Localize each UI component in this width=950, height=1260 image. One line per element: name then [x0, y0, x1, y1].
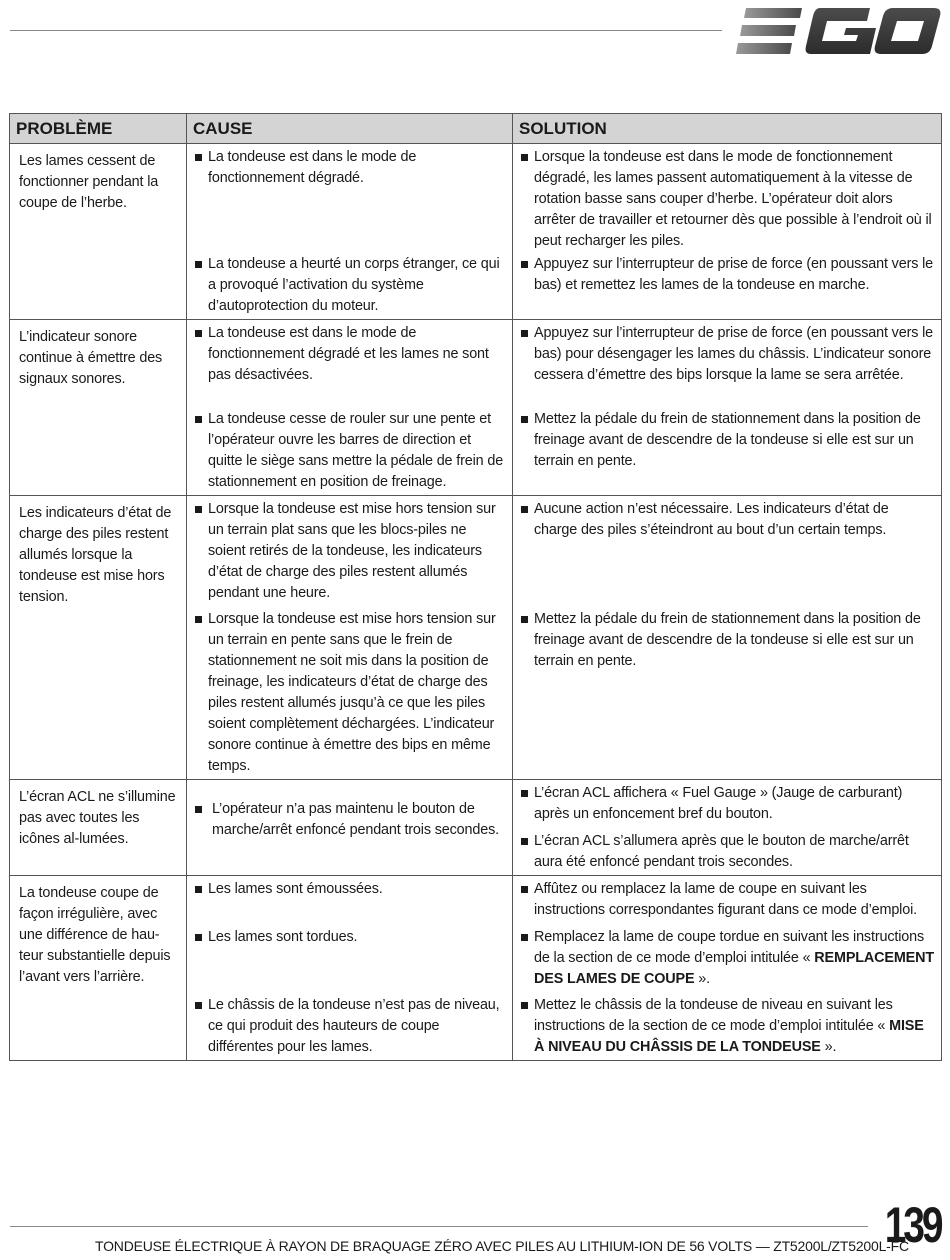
square-bullet-icon [195, 934, 202, 941]
header-problem: PROBLÈME [10, 114, 187, 144]
cause-item: Les lames sont tordues. [194, 927, 506, 948]
square-bullet-icon [521, 886, 528, 893]
page-number: 139 [884, 1197, 940, 1253]
square-bullet-icon [521, 934, 528, 941]
cause-cell [187, 876, 513, 1061]
solution-item: Mettez la pédale du frein de stationnement dans la position de freinage avant de descendre de la tondeuse si elle est sur un terrain en pente. [520, 609, 935, 672]
solution-item: Appuyez sur l’interrupteur de prise de force (en poussant vers le bas) pour désengager les lames du châssis. L’indicateur sonore cessera d’émettre des bips lorsque la lame se sera arrêtée. [520, 323, 935, 386]
problem-cell: Les indicateurs d’état de charge des piles restent allumés lorsque la tondeuse est mise hors tension. [10, 496, 187, 780]
solution-cell [513, 876, 942, 1061]
solution-item: Mettez la pédale du frein de stationnement dans la position de freinage avant de descendre de la tondeuse si elle est sur un terrain en pente. [520, 409, 935, 472]
square-bullet-icon [521, 790, 528, 797]
solution-item: L’écran ACL s’allumera après que le bouton de marche/arrêt aura été enfoncé pendant trois secondes. [520, 831, 935, 873]
header-rule [10, 30, 722, 31]
cause-item: La tondeuse est dans le mode de fonctionnement dégradé. [194, 147, 506, 189]
problem-cell: La tondeuse coupe de façon irrégulière, avec une différence de hau-teur substantielle depuis l’avant vers l’arrière. [10, 876, 187, 1061]
cause-item: La tondeuse cesse de rouler sur une pente et l’opérateur ouvre les barres de direction et quitte le siège sans mettre la pédale de frein de stationnement en position de freinage. [194, 409, 506, 493]
square-bullet-icon [521, 616, 528, 623]
footer-rule [10, 1226, 868, 1227]
table-row [10, 144, 942, 320]
cause-cell [187, 496, 513, 780]
solution-cell [513, 144, 942, 320]
square-bullet-icon [195, 154, 202, 161]
square-bullet-icon [521, 261, 528, 268]
square-bullet-icon [195, 330, 202, 337]
table-row [10, 876, 942, 1061]
header-cause: CAUSE [187, 114, 513, 144]
square-bullet-icon [521, 506, 528, 513]
cause-cell [187, 320, 513, 496]
solution-item: Aucune action n’est nécessaire. Les indicateurs d’état de charge des piles s’éteindront au bout d’un certain temps. [520, 499, 935, 541]
solution-item: L’écran ACL affichera « Fuel Gauge » (Jauge de carburant) après un enfoncement bref du bouton. [520, 783, 935, 825]
cause-item: Lorsque la tondeuse est mise hors tension sur un terrain en pente sans que le frein de stationnement ne soit mis dans la position de freinage, les indicateurs d’état de charge des piles restent allumés jusqu’à ce que les piles soient complètement déchargées. L’indicateur sonore continue à émettre des bips en même temps. [194, 609, 506, 777]
solution-cell [513, 496, 942, 780]
problem-cell: L’écran ACL ne s’illumine pas avec toutes les icônes al-lumées. [10, 780, 187, 876]
table-row [10, 496, 942, 780]
square-bullet-icon [195, 806, 202, 813]
table-row [10, 780, 942, 876]
troubleshooting-table [9, 113, 942, 1061]
table-row [10, 320, 942, 496]
cause-item: La tondeuse est dans le mode de fonctionnement dégradé et les lames ne sont pas désactivées. [194, 323, 506, 386]
solution-item: Mettez le châssis de la tondeuse de niveau en suivant les instructions de la section de ce mode d’emploi intitulée « MISE À NIVEAU DU CHÂSSIS DE LA TONDEUSE ». [520, 995, 935, 1058]
cause-cell [187, 780, 513, 876]
section-reference: MISE À NIVEAU DU CHÂSSIS DE LA TONDEUSE [534, 1018, 924, 1055]
cause-cell [187, 144, 513, 320]
section-reference: REMPLACEMENT DES LAMES DE COUPE [534, 950, 935, 987]
solution-item: Lorsque la tondeuse est dans le mode de fonctionnement dégradé, les lames passent automatiquement à la vitesse de rotation basse sans couper d’herbe. L’opérateur doit alors arrêter de travailler et retourner dès que possible à l’endroit où il peut recharger les piles. [520, 147, 935, 252]
square-bullet-icon [521, 838, 528, 845]
cause-item: Lorsque la tondeuse est mise hors tension sur un terrain plat sans que les blocs-piles ne soient retirés de la tondeuse, les indicateurs d’état de charge des piles restent allumés pendant une heure. [194, 499, 506, 604]
cause-item: La tondeuse a heurté un corps étranger, ce qui a provoqué l’activation du système d’autoprotection du moteur. [194, 254, 506, 317]
square-bullet-icon [521, 330, 528, 337]
solution-cell [513, 780, 942, 876]
square-bullet-icon [521, 1002, 528, 1009]
cause-item: L’opérateur n’a pas maintenu le bouton de marche/arrêt enfoncé pendant trois secondes. [194, 799, 506, 841]
square-bullet-icon [195, 886, 202, 893]
solution-item: Affûtez ou remplacez la lame de coupe en suivant les instructions correspondantes figurant dans ce mode d’emploi. [520, 879, 935, 921]
square-bullet-icon [521, 154, 528, 161]
cause-item: Le châssis de la tondeuse n’est pas de niveau, ce qui produit des hauteurs de coupe différentes pour les lames. [194, 995, 506, 1058]
solution-item: Appuyez sur l’interrupteur de prise de force (en poussant vers le bas) et remettez les lames de la tondeuse en marche. [520, 254, 935, 296]
ego-logo [736, 8, 942, 54]
square-bullet-icon [195, 1002, 202, 1009]
problem-cell: Les lames cessent de fonctionner pendant la coupe de l’herbe. [10, 144, 187, 320]
square-bullet-icon [195, 416, 202, 423]
square-bullet-icon [195, 261, 202, 268]
cause-item: Les lames sont émoussées. [194, 879, 506, 900]
table-header-row [10, 114, 942, 144]
footer-title: TONDEUSE ÉLECTRIQUE À RAYON DE BRAQUAGE ZÉRO AVEC PILES AU LITHIUM-ION DE 56 VOLTS — ZT5200L/ZT5200L-FC [95, 1238, 909, 1254]
problem-cell: L’indicateur sonore continue à émettre des signaux sonores. [10, 320, 187, 496]
square-bullet-icon [195, 506, 202, 513]
solution-cell [513, 320, 942, 496]
header-solution: SOLUTION [513, 114, 942, 144]
solution-item: Remplacez la lame de coupe tordue en suivant les instructions de la section de ce mode d’emploi intitulée « REMPLACEMENT DES LAMES DE COUPE ». [520, 927, 935, 990]
square-bullet-icon [195, 616, 202, 623]
square-bullet-icon [521, 416, 528, 423]
